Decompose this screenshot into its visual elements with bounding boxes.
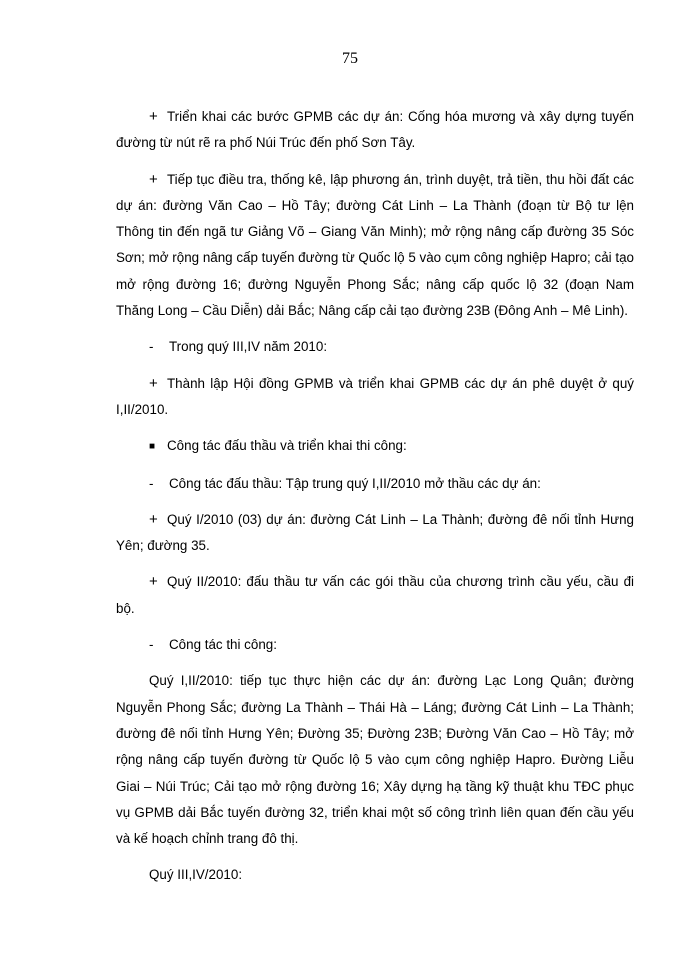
paragraph: [116, 433, 634, 460]
paragraph: [116, 862, 634, 888]
plus-bullet-icon: +: [149, 573, 158, 591]
dash-bullet-icon: -: [149, 475, 154, 491]
paragraph-text: Triển khai các bước GPMB các dự án: Cống hóa mương và xây dựng tuyến đường từ nút rẽ ra phố Núi Trúc đến phố Sơn Tây.: [116, 109, 634, 151]
dash-bullet-icon: -: [149, 339, 154, 355]
paragraph: [116, 507, 634, 560]
paragraph-text: Quý I/2010 (03) dự án: đường Cát Linh – La Thành; đường đê nối tỉnh Hưng Yên; đường 35.: [116, 511, 634, 554]
plus-bullet-icon: +: [149, 170, 158, 188]
paragraph: [116, 104, 634, 157]
paragraph-text: Quý I,II/2010: tiếp tục thực hiện các dự án: đường Lạc Long Quân; đường Nguyễn Phong Sắc; đường La Thành – Thái Hà – Láng; đường Cát Linh – La Thành; đường đê nối tỉnh Hưng Yên; Đường 35; Đường 23B; Đường Văn Cao – Hồ Tây; mở rộng nâng cấp tuyến đường từ Quốc lộ 5 vào cụm công nghiệp Hapro. Đường Liễu Giai – Núi Trúc; Cải tạo mở rộng đường 16; Xây dựng hạ tầng kỹ thuật khu TĐC phục vụ GPMB dải Bắc tuyến đường 32, triển khai một số công trình liên quan đến cầu yếu và kế hoạch chỉnh trang đô thị.: [116, 673, 634, 847]
plus-bullet-icon: +: [149, 108, 158, 125]
plus-bullet-icon: +: [149, 510, 158, 528]
paragraph: [116, 334, 634, 360]
paragraph: [116, 371, 634, 424]
paragraph-text: Tiếp tục điều tra, thống kê, lập phương án, trình duyệt, trả tiền, thu hồi đất các dự án: đường Văn Cao – Hồ Tây; đường Cát Linh – La Thành (đoạn từ Bộ tư lện Thông tin đến ngã tư Giảng Võ – Giang Văn Minh); mở rộng nâng cấp đường 35 Sóc Sơn; mở rộng nâng cấp tuyến đường từ Quốc lộ 5 vào cụm công nghiệp Hapro; cải tạo mở rộng đường 16; đường Nguyễn Phong Sắc; nâng cấp quốc lộ 32 (đoạn Nam Thăng Long – Cầu Diễn) dải Bắc; Nâng cấp cải tạo đường 23B (Đông Anh – Mê Linh).: [116, 171, 634, 319]
square-bullet-icon: ■: [149, 441, 156, 453]
dash-bullet-icon: -: [149, 637, 154, 653]
paragraph-text: Công tác thi công:: [169, 637, 277, 653]
paragraph: [116, 632, 634, 658]
plus-bullet-icon: +: [149, 374, 158, 392]
paragraph: [116, 569, 634, 622]
paragraph: [116, 668, 634, 852]
document-body: [116, 104, 634, 899]
paragraph-text: Công tác đấu thầu và triển khai thi công:: [167, 438, 407, 454]
page-number: 75: [342, 50, 358, 67]
paragraph-text: Công tác đấu thầu: Tập trung quý I,II/2010 mở thầu các dự án:: [169, 475, 541, 491]
paragraph: [116, 167, 634, 325]
paragraph-text: Trong quý III,IV năm 2010:: [169, 339, 328, 355]
paragraph-text: Thành lập Hội đồng GPMB và triển khai GPMB các dự án phê duyệt ở quý I,II/2010.: [116, 375, 634, 417]
paragraph-text: Quý III,IV/2010:: [149, 867, 243, 883]
paragraph: [116, 471, 634, 497]
paragraph-text: Quý II/2010: đấu thầu tư vấn các gói thầu của chương trình cầu yếu, cầu đi bộ.: [116, 574, 634, 616]
